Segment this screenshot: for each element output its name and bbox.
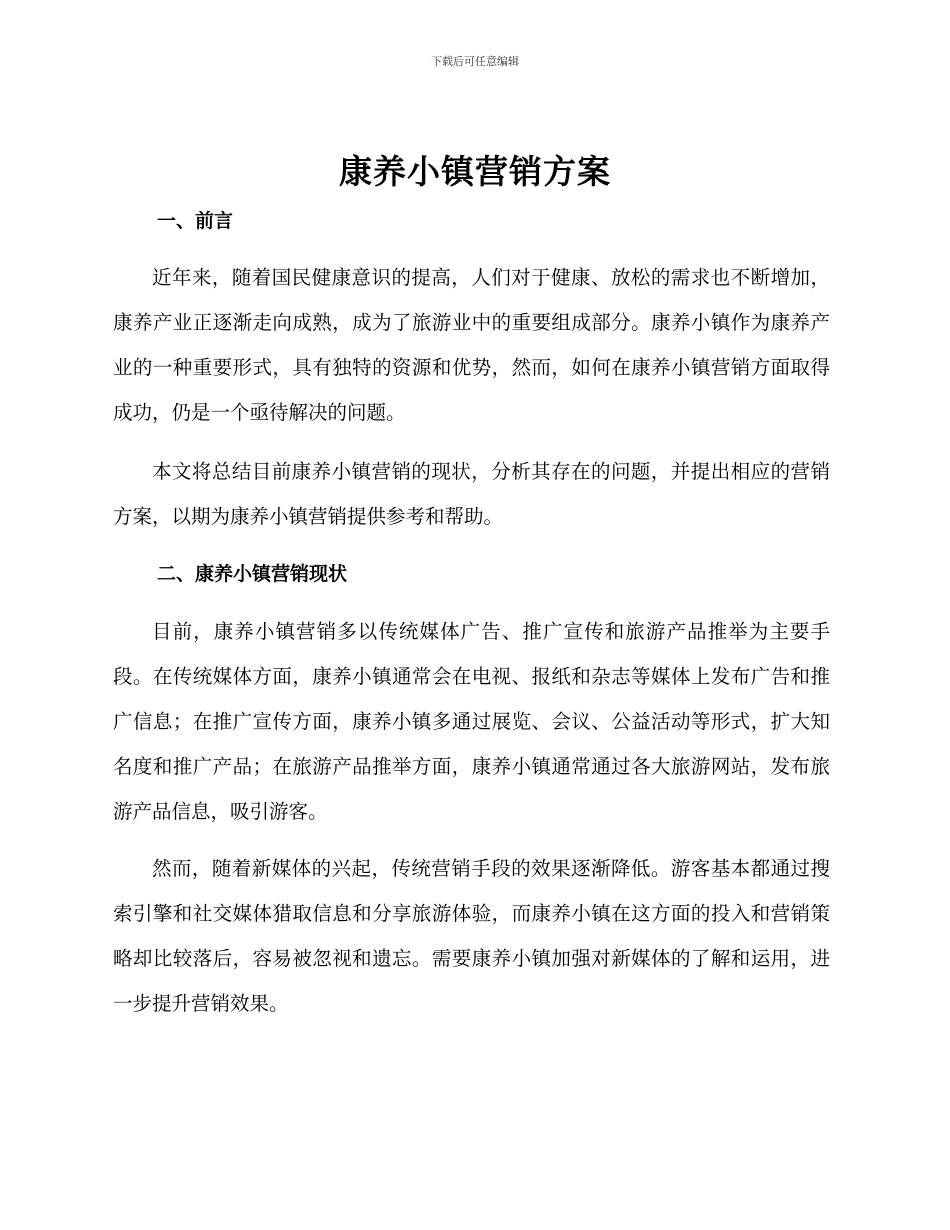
paragraph: 目前，康养小镇营销多以传统媒体广告、推广宣传和旅游产品推举为主要手段。在传统媒体方面，康养小镇通常会在电视、报纸和杂志等媒体上发布广告和推广信息；在推广宣传方面，康养小镇多通过展览、会议、公益活动等形式，扩大知名度和推广产品；在旅游产品推举方面，康养小镇通常通过各大旅游网站，发布旅游产品信息，吸引游客。 xyxy=(113,620,830,823)
header-note: 下载后可任意编辑 xyxy=(431,55,519,68)
paragraph: 本文将总结目前康养小镇营销的现状，分析其存在的问题，并提出相应的营销方案，以期为康养小镇营销提供参考和帮助。 xyxy=(113,460,830,528)
document-title: 康养小镇营销方案 xyxy=(339,152,611,191)
paragraph: 近年来，随着国民健康意识的提高，人们对于健康、放松的需求也不断增加，康养产业正逐渐走向成熟，成为了旅游业中的重要组成部分。康养小镇作为康养产业的一种重要形式，具有独特的资源和优势，然而，如何在康养小镇营销方面取得成功，仍是一个亟待解决的问题。 xyxy=(113,266,830,424)
paragraph: 然而，随着新媒体的兴起，传统营销手段的效果逐渐降低。游客基本都通过搜索引擎和社交媒体猎取信息和分享旅游体验，而康养小镇在这方面的投入和营销策略却比较落后，容易被忽视和遗忘。需要康养小镇加强对新媒体的了解和运用，进一步提升营销效果。 xyxy=(113,857,830,1015)
section-heading-marketing-status: 二、康养小镇营销现状 xyxy=(157,563,348,585)
section-heading-preface: 一、前言 xyxy=(157,210,234,232)
